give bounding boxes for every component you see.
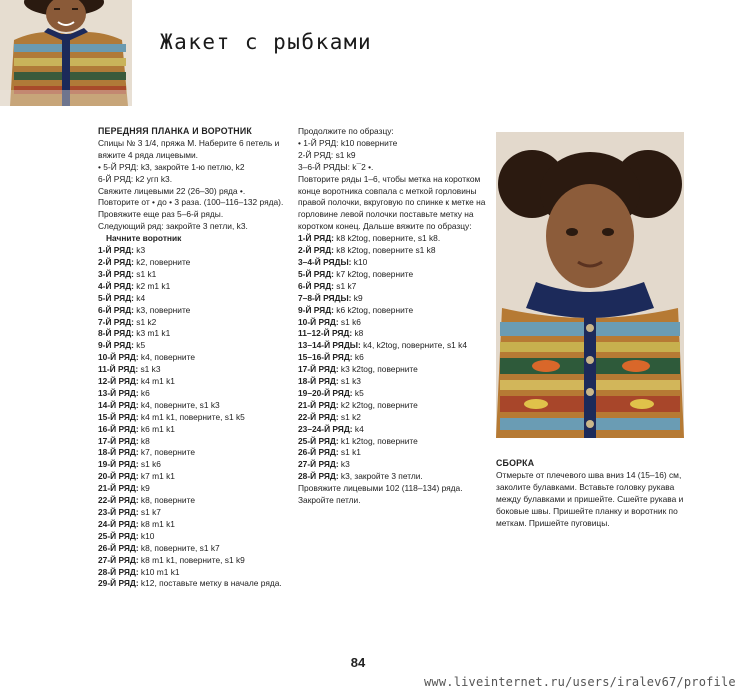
row-instruction: k8, поверните	[138, 495, 196, 506]
pattern-row	[98, 447, 290, 459]
row-label: 26-Й РЯД:	[98, 542, 139, 553]
pattern-row	[98, 507, 290, 519]
text-line: • 1-Й РЯД: k10 поверните	[298, 137, 398, 148]
row-instruction: k1 k2tog, поверните	[338, 435, 418, 446]
text-line: Следующий ряд: закройте 3 петли, k3.	[98, 221, 248, 232]
row-instruction: k8 m1 k1	[138, 518, 175, 529]
row-label: 8-Й РЯД:	[98, 328, 134, 339]
pattern-row	[98, 543, 290, 555]
row-label: 19-Й РЯД:	[98, 459, 139, 470]
row-instruction: k3 m1 k1	[133, 328, 171, 339]
row-label: 1-Й РЯД:	[98, 245, 134, 256]
row-instruction: k10	[351, 256, 368, 267]
row-instruction: s1 k2	[133, 316, 157, 327]
text-line: Свяжите лицевыми 22 (26–30) ряда •.	[98, 185, 246, 196]
row-instruction: k2, поверните	[133, 256, 191, 267]
row-instruction: k3, закройте 3 петли.	[338, 471, 423, 482]
pattern-row	[298, 305, 488, 317]
pattern-row	[298, 340, 488, 352]
row-list	[98, 245, 290, 590]
row-label: 13–14-Й РЯДЫ:	[298, 340, 361, 351]
row-label: 2-Й РЯД:	[298, 245, 334, 256]
row-label: 24-Й РЯД:	[98, 518, 139, 529]
pattern-row	[98, 317, 290, 329]
pattern-row	[298, 412, 488, 424]
row-label: 20-Й РЯД:	[98, 471, 139, 482]
row-instruction: k8 m1 k1, поверните, s1 k9	[138, 554, 245, 565]
row-label: 6-Й РЯД:	[98, 304, 134, 315]
row-instruction: k3 k2tog, поверните	[338, 364, 418, 375]
section-heading: СБОРКА	[496, 458, 535, 468]
row-list	[298, 233, 488, 483]
page-number: 84	[350, 655, 366, 670]
row-instruction: k7 m1 k1	[138, 471, 175, 482]
row-label: 6-Й РЯД:	[298, 280, 334, 291]
pattern-row	[98, 459, 290, 471]
pattern-row	[98, 281, 290, 293]
paragraph: Отмерьте от плечевого шва вниз 14 (15–16) см, заколите булавками. Вставьте головку рукава между булавками и пришейте. Сшейте рукава и боковые швы. Пришейте планку и воротник по меткам. Пришейте пуговицы.	[496, 469, 684, 528]
row-label: 4-Й РЯД:	[98, 280, 134, 291]
pattern-row	[98, 293, 290, 305]
row-instruction: k7, поверните	[138, 447, 196, 458]
pattern-row	[98, 424, 290, 436]
row-label: 17-Й РЯД:	[298, 364, 339, 375]
pattern-row	[98, 495, 290, 507]
pattern-row	[98, 471, 290, 483]
row-label: 25-Й РЯД:	[98, 530, 139, 541]
row-label: 27-Й РЯД:	[98, 554, 139, 565]
row-instruction: k10 m1 k1	[138, 566, 180, 577]
row-label: 16-Й РЯД:	[98, 423, 139, 434]
text-line: 2-Й РЯД: s1 k9	[298, 149, 356, 160]
text-line: Провяжите еще раз 5–6-й ряды.	[98, 209, 224, 220]
row-instruction: k8	[352, 328, 364, 339]
pattern-row	[298, 459, 488, 471]
row-label: 14-Й РЯД:	[98, 399, 139, 410]
text-line: • 5-Й РЯД: k3, закройте 1-ю петлю, k2	[98, 161, 245, 172]
row-label: 7–8-Й РЯДЫ:	[298, 292, 352, 303]
row-instruction: k8, поверните, s1 k7	[138, 542, 220, 553]
row-label: 7-Й РЯД:	[98, 316, 134, 327]
row-label: 29-Й РЯД:	[98, 578, 139, 589]
paragraph: Повторите ряды 1–6, чтобы метка на коротком конце воротника совпала с меткой горловины правой полочки, вкруговую по спинке к метке на горловине левой полочки поставьте метку на коротком конец. Дальше вяжите по образцу:	[298, 173, 486, 232]
row-instruction: k4	[133, 292, 146, 303]
row-label: 9-Й РЯД:	[98, 340, 134, 351]
row-instruction: k7 k2tog, поверните	[333, 268, 414, 279]
paragraph: Провяжите лицевыми 102 (118–134) ряда. Закройте петли.	[298, 483, 463, 506]
row-label: 21-Й РЯД:	[98, 483, 139, 494]
row-instruction: k3	[338, 459, 350, 470]
pattern-row	[98, 245, 290, 257]
pattern-row	[98, 436, 290, 448]
row-label: 5-Й РЯД:	[98, 292, 134, 303]
pattern-row	[298, 424, 488, 436]
row-label: 18-Й РЯД:	[98, 447, 139, 458]
text-line: Спицы № 3 1/4, пряжа М. Наберите 6 петель и вяжите 4 ряда лицевыми.	[98, 137, 280, 160]
row-label: 18-Й РЯД:	[298, 376, 339, 387]
pattern-row	[98, 257, 290, 269]
pattern-row	[298, 352, 488, 364]
row-label: 11–12-Й РЯД:	[298, 328, 353, 339]
row-instruction: k2 k2tog, поверните	[338, 399, 418, 410]
pattern-row	[298, 388, 488, 400]
row-label: 27-Й РЯД:	[298, 459, 339, 470]
row-label: 10-Й РЯД:	[298, 316, 339, 327]
row-label: 2-Й РЯД:	[98, 256, 134, 267]
pattern-row	[98, 519, 290, 531]
child-photo-small	[0, 0, 132, 106]
row-instruction: k12, поставьте метку в начале ряда.	[138, 578, 282, 589]
row-instruction: s1 k6	[338, 316, 361, 327]
row-label: 22-Й РЯД:	[298, 411, 339, 422]
pattern-row	[298, 447, 488, 459]
row-instruction: k6	[138, 387, 150, 398]
pattern-row	[98, 567, 290, 579]
pattern-row	[298, 317, 488, 329]
row-instruction: k10	[138, 530, 155, 541]
subheading: Начните воротник	[106, 233, 182, 244]
pattern-row	[98, 412, 290, 424]
row-label: 25-Й РЯД:	[298, 435, 339, 446]
pattern-row	[98, 328, 290, 340]
row-label: 23-Й РЯД:	[98, 507, 139, 517]
pattern-row	[298, 364, 488, 376]
pattern-row	[98, 305, 290, 317]
row-label: 11-Й РЯД:	[98, 364, 139, 375]
row-label: 26-Й РЯД:	[298, 447, 339, 458]
row-instruction: k4	[352, 423, 364, 434]
pattern-row	[298, 281, 488, 293]
text-line: 6-Й РЯД: k2 угп k3.	[98, 173, 173, 184]
text-line: 3–6-Й РЯДЫ: k¯2 •.	[298, 161, 374, 172]
pattern-row	[298, 436, 488, 448]
row-label: 22-Й РЯД:	[98, 495, 139, 506]
row-label: 3-Й РЯД:	[98, 268, 134, 279]
row-instruction: k5	[133, 340, 146, 351]
row-label: 21-Й РЯД:	[298, 399, 339, 410]
row-label: 28-Й РЯД:	[98, 566, 139, 577]
row-label: 17-Й РЯД:	[98, 435, 139, 446]
row-instruction: k6 k2tog, поверните	[333, 304, 414, 315]
pattern-row	[298, 400, 488, 412]
row-label: 10-Й РЯД:	[98, 352, 139, 363]
pattern-row	[298, 376, 488, 388]
row-instruction: k4 m1 k1, поверните, s1 k5	[138, 411, 245, 422]
row-instruction: k4, k2tog, поверните, s1 k4	[360, 340, 467, 351]
pattern-row	[98, 483, 290, 495]
pattern-row	[298, 293, 488, 305]
row-label: 15–16-Й РЯД:	[298, 352, 353, 363]
pattern-row	[98, 578, 290, 590]
pattern-row	[298, 233, 488, 245]
row-label: 1-Й РЯД:	[298, 233, 334, 244]
row-instruction: k9	[138, 483, 150, 494]
row-instruction: s1 k3	[138, 364, 161, 375]
row-instruction: k8	[138, 435, 150, 446]
pattern-row	[98, 555, 290, 567]
row-instruction: k4, поверните, s1 k3	[138, 399, 220, 410]
row-instruction: k3, поверните	[133, 304, 191, 315]
pattern-row	[98, 400, 290, 412]
pattern-row	[298, 269, 488, 281]
row-label: 19–20-Й РЯД:	[298, 387, 353, 398]
row-instruction: s1 k3	[338, 376, 361, 387]
row-instruction: s1 k1	[133, 268, 157, 279]
row-instruction: k9	[351, 292, 363, 303]
row-label: 28-Й РЯД:	[298, 471, 339, 482]
row-label: 12-Й РЯД:	[98, 376, 139, 387]
row-label: 15-Й РЯД:	[98, 411, 139, 422]
pattern-row	[298, 257, 488, 269]
row-instruction: k2 m1 k1	[133, 280, 171, 291]
pattern-row	[298, 471, 488, 483]
row-label: 5-Й РЯД:	[298, 268, 334, 279]
row-instruction: s1 k7	[333, 280, 357, 291]
child-photo-large	[496, 132, 684, 438]
row-label: 13-Й РЯД:	[98, 387, 139, 398]
pattern-row	[98, 364, 290, 376]
row-instruction: s1 k2	[338, 411, 361, 422]
row-instruction: k5	[352, 387, 364, 398]
pattern-row	[98, 352, 290, 364]
row-instruction: k3	[133, 245, 146, 256]
row-label: 9-Й РЯД:	[298, 304, 334, 315]
row-label: 3–4-Й РЯДЫ:	[298, 256, 352, 267]
pattern-row	[98, 340, 290, 352]
row-instruction: k4 m1 k1	[138, 376, 175, 387]
pattern-row	[98, 376, 290, 388]
pattern-row	[298, 328, 488, 340]
page-title: Жакет с рыбками	[160, 30, 373, 54]
column-front-placket	[98, 126, 290, 590]
pattern-row	[98, 388, 290, 400]
row-instruction: s1 k6	[138, 459, 161, 470]
row-instruction: s1 k7	[138, 507, 161, 517]
text-line: Продолжите по образцу:	[298, 126, 394, 136]
text-line: Повторите от • до • 3 раза. (100–116–132 ряда).	[98, 197, 284, 208]
pattern-row	[298, 245, 488, 257]
pattern-row	[98, 269, 290, 281]
row-instruction: s1 k1	[338, 447, 361, 458]
row-instruction: k8 k2tog, поверните, s1 k8.	[333, 233, 441, 244]
column-collar	[298, 126, 488, 507]
pattern-row	[98, 531, 290, 543]
watermark: www.liveinternet.ru/users/iralev67/profile	[424, 675, 736, 689]
row-label: 23–24-Й РЯД:	[298, 423, 353, 434]
row-instruction: k4, поверните	[138, 352, 196, 363]
section-heading: ПЕРЕДНЯЯ ПЛАНКА И ВОРОТНИК	[98, 126, 252, 136]
row-instruction: k6 m1 k1	[138, 423, 175, 434]
row-instruction: k8 k2tog, поверните s1 k8	[333, 245, 436, 256]
column-assembly	[496, 458, 686, 529]
row-instruction: k6	[352, 352, 364, 363]
